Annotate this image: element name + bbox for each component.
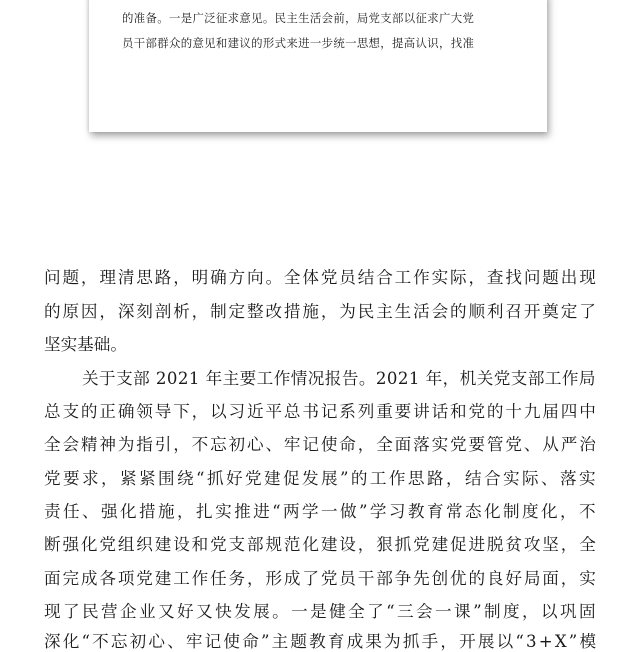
body-line-8: 责任、强化措施，扎实推进“两学一做”学习教育常态化制度化，不 xyxy=(44,502,599,521)
body-line-11: 现了民营企业又好又快发展。一是健全了“三会一课”制度，以巩固 xyxy=(44,602,599,621)
body-line-5: 总支的正确领导下，以习近平总书记系列重要讲话和党的十九届四中 xyxy=(44,402,598,421)
body-line-1: 问题，理清思路，明确方向。全体党员结合工作实际，查找问题出现 xyxy=(44,268,598,287)
body-line-4: 关于支部 2021 年主要工作情况报告。2021 年，机关党支部工作局 xyxy=(82,369,596,388)
body-line-3: 坚实基础。 xyxy=(44,335,127,354)
body-line-6: 全会精神为指引，不忘初心、牢记使命，全面落实党要管党、从严治 xyxy=(44,435,598,454)
card-text-line-1: 的准备。一是广泛征求意见。民主生活会前，局党支部以征求广大党 xyxy=(122,11,475,25)
preview-page-card xyxy=(89,0,547,132)
body-line-2: 的原因，深刻剖析，制定整改措施，为民主生活会的顺利召开奠定了 xyxy=(44,302,598,321)
body-line-12: 深化“不忘初心、牢记使命”主题教育成果为抓手，开展以“3+X”模 xyxy=(44,632,599,651)
body-line-7: 党要求，紧紧围绕“抓好党建促发展”的工作思路，结合实际、落实 xyxy=(44,469,599,488)
body-line-10: 面完成各项党建工作任务，形成了党员干部争先创优的良好局面，实 xyxy=(44,569,598,588)
body-line-9: 断强化党组织建设和党支部规范化建设，狠抓党建促进脱贫攻坚，全 xyxy=(44,535,598,554)
card-text-line-2: 员干部群众的意见和建议的形式来进一步统一思想，提高认识，找准 xyxy=(122,36,475,50)
